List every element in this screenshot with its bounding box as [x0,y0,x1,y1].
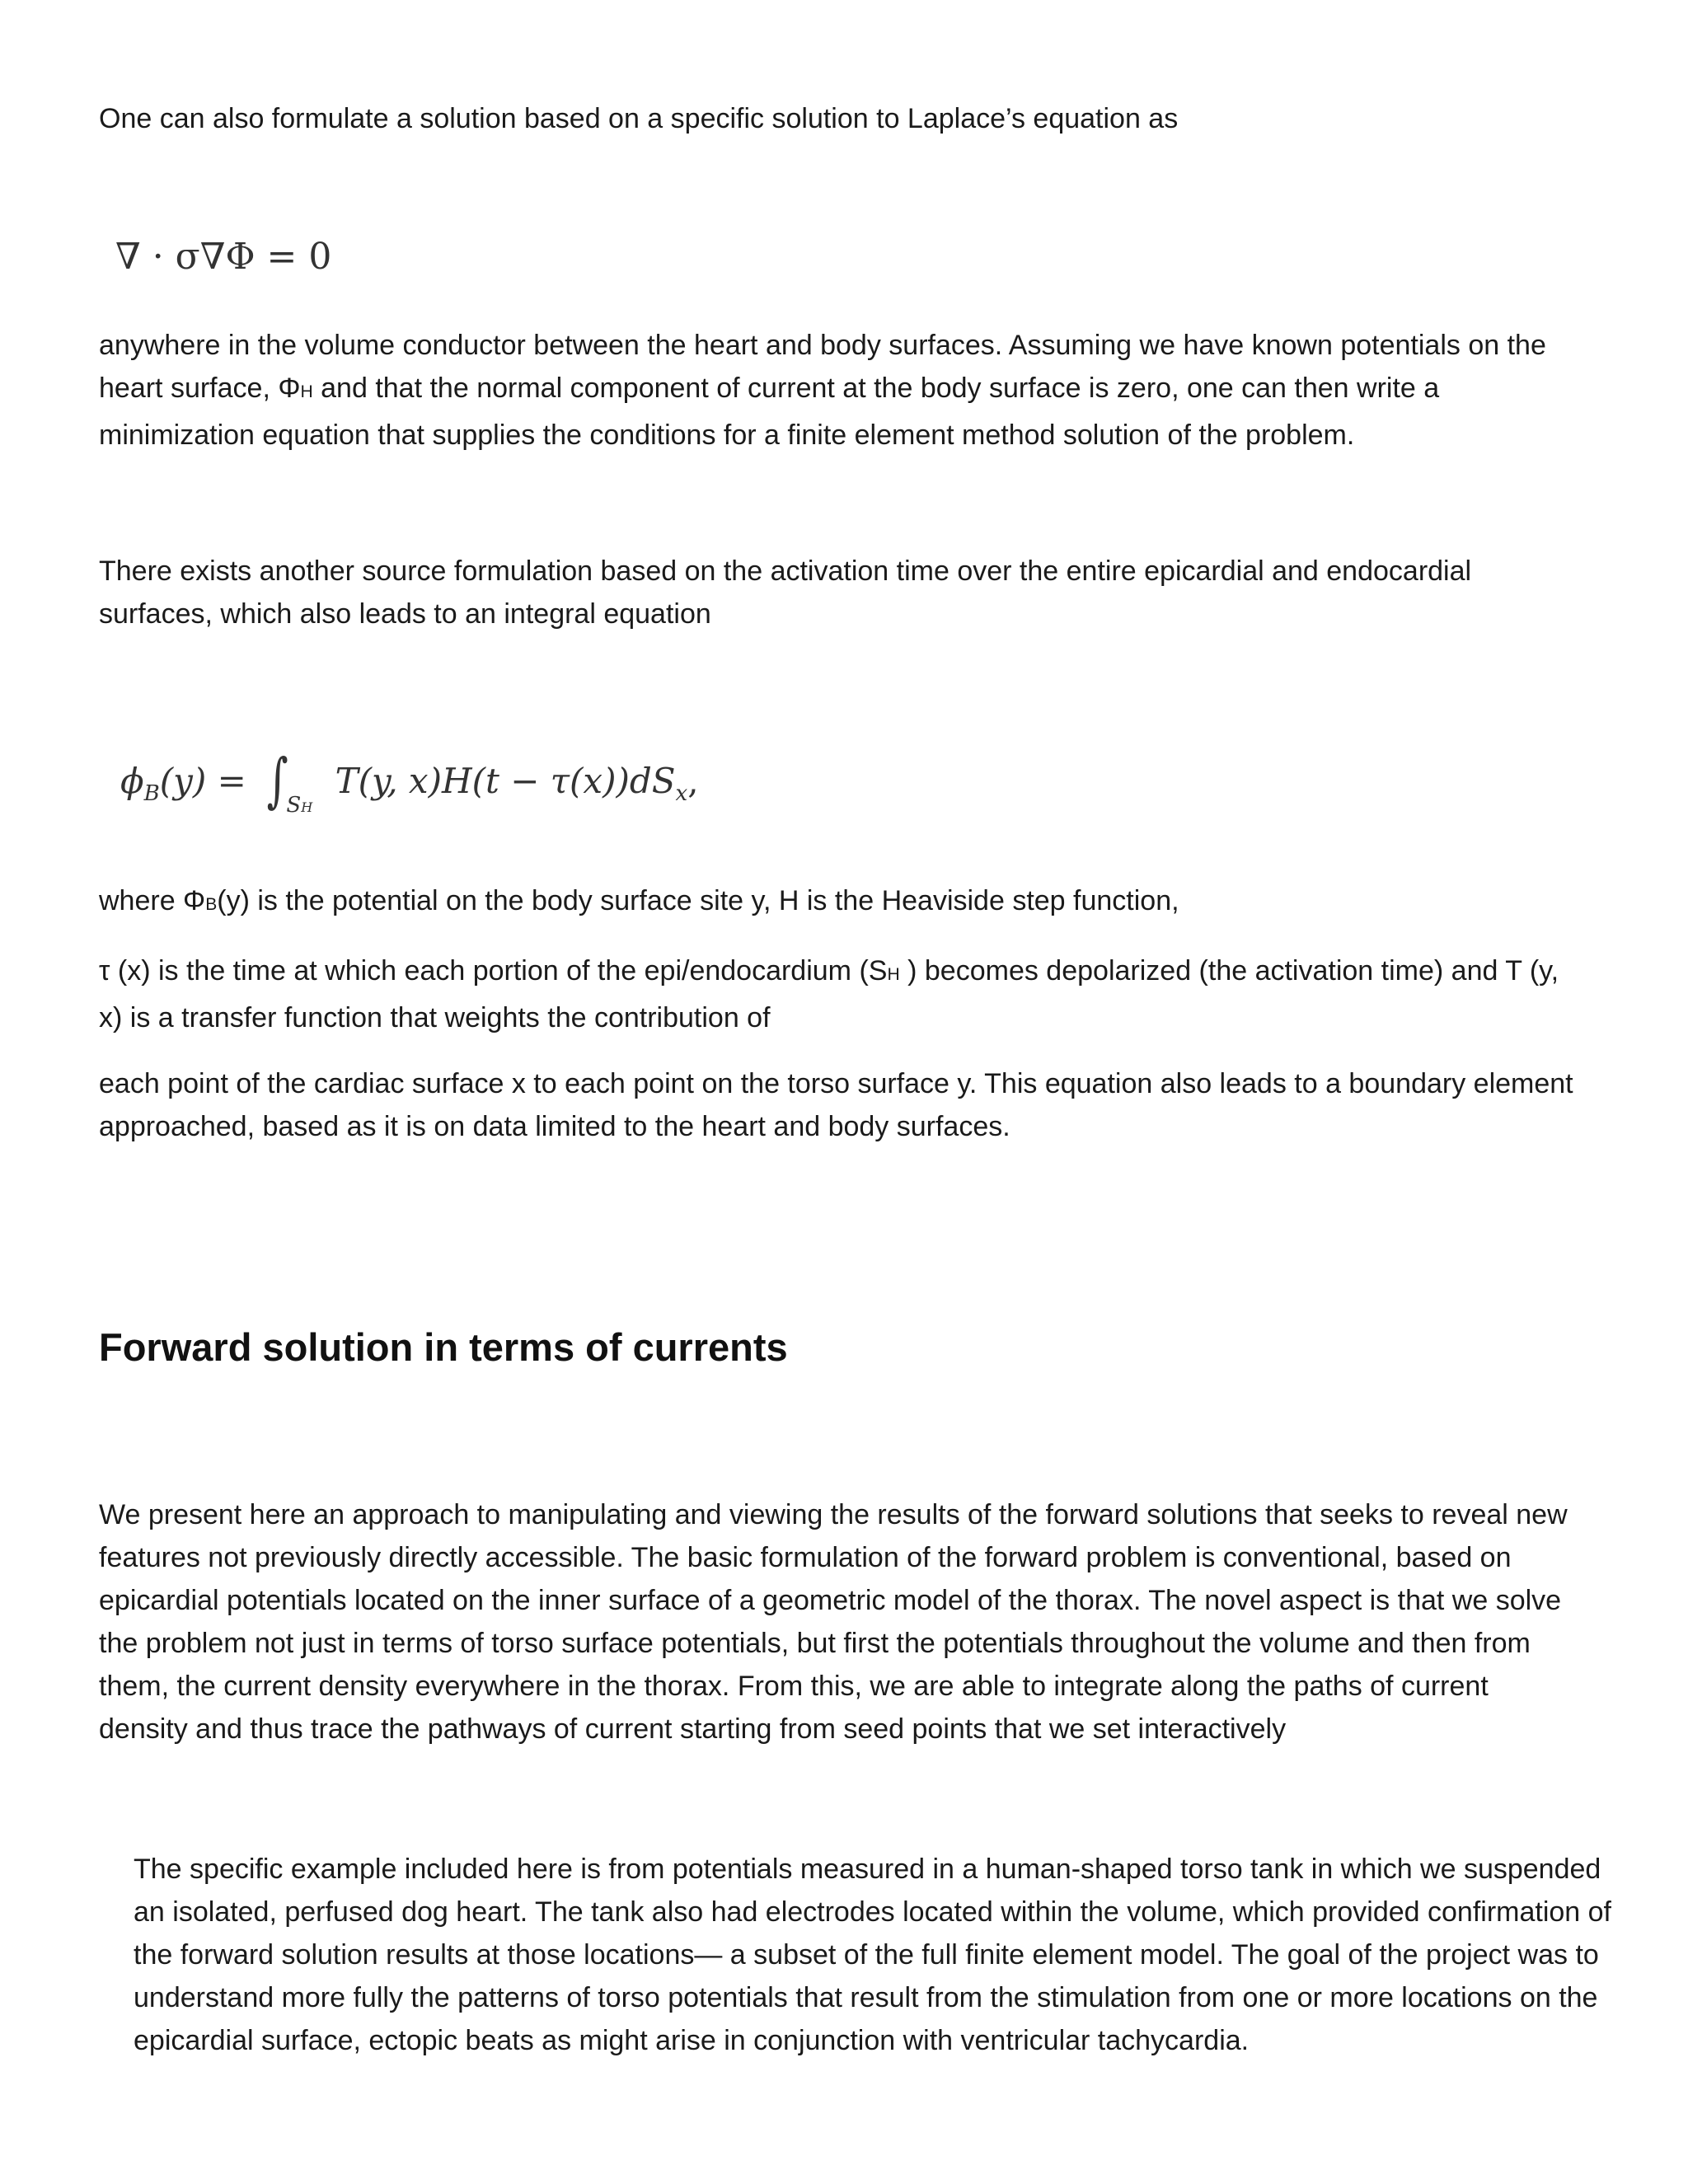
phi-h-subscript: H [300,382,313,401]
eq2-rhs: T(y, x)H(t − τ(x))dS [335,761,676,801]
integral-domain-s: S [286,793,302,818]
paragraph-tau-definition-a: τ (x) is the time at which each portion of the epi/endocardium (S [99,955,888,987]
paragraph-activation-time: There exists another source formulation based on the activation time over the entire epicardial and endocardial surfaces, which also leads to an integral equation [99,555,1472,630]
integral-domain [286,793,312,818]
paragraph-volume-conductor-b: and that the normal component of current at the body surface is zero, one can then write a minimization equation that supplies the conditions for a finite element method solution of the problem. [99,373,1440,451]
paragraph-where-phi-b-a: where Φ [99,885,206,916]
paragraph-where-phi-b [99,879,1582,926]
integral-sign: ∫ [266,745,288,814]
integral-domain-h: H [301,799,313,816]
paragraph-tau-definition-b: ) becomes depolarized (the activation time) and T (y, x) is a transfer function that weights the contribution of [99,955,1559,1033]
equation-laplace-text: ∇ · σ∇Φ = 0 [115,236,332,278]
paragraph-where-phi-b-b: (y) is the potential on the body surface site y, H is the Heaviside step function, [217,885,1179,916]
eq2-lhs: ϕ [120,761,144,801]
equation-laplace [115,236,331,278]
paragraph-volume-conductor [99,324,1582,457]
paragraph-approach: We present here an approach to manipulating and viewing the results of the forward solutions that seeks to reveal new features not previously directly accessible. The basic formulation of the forward problem is conventional, based on epicardial potentials located on the inner surface of a geometric model of the thorax. The novel aspect is that we solve the problem not just in terms of torso surface potentials, but first the potentials throughout the volume and then from them, the current density everywhere in the thorax. From this, we are able to integrate along the paths of current density and thus trace the pathways of current starting from seed points that we set interactively [99,1499,1568,1745]
phi-b-subscript: B [205,895,218,914]
eq2-lhs-arg: (y) = [159,761,246,801]
paragraph-tau-definition [99,949,1582,1039]
equation-activation-integral [120,738,699,818]
eq2-rhs-end: , [687,761,699,801]
paragraph-volume-conductor-a: anywhere in the volume conductor between the heart and body surfaces. Assuming we have known potentials on the heart surface, Φ [99,330,1546,404]
eq2-lhs-sub: B [143,781,160,807]
paragraph-laplace-intro: One can also formulate a solution based on a specific solution to Laplace’s equation as [99,103,1179,134]
paragraph-boundary-element: each point of the cardiac surface x to each point on the torso surface y. This equation also leads to a boundary element approached, based as it is on data limited to the heart and body surfaces. [99,1068,1573,1142]
section-heading: Forward solution in terms of currents [99,1325,788,1369]
s-h-subscript: H [887,965,900,984]
eq2-rhs-sub: x [675,781,688,807]
paragraph-specific-example: The specific example included here is from potentials measured in a human-shaped torso tank in which we suspended an isolated, perfused dog heart. The tank also had electrodes located within the volume, which provided confirmation of the forward solution results at those locations— a subset of the full finite element model. The goal of the project was to understand more fully the patterns of torso potentials that result from the stimulation from one or more locations on the epicardial surface, ectopic beats as might arise in conjunction with ventricular tachycardia. [134,1854,1612,2056]
